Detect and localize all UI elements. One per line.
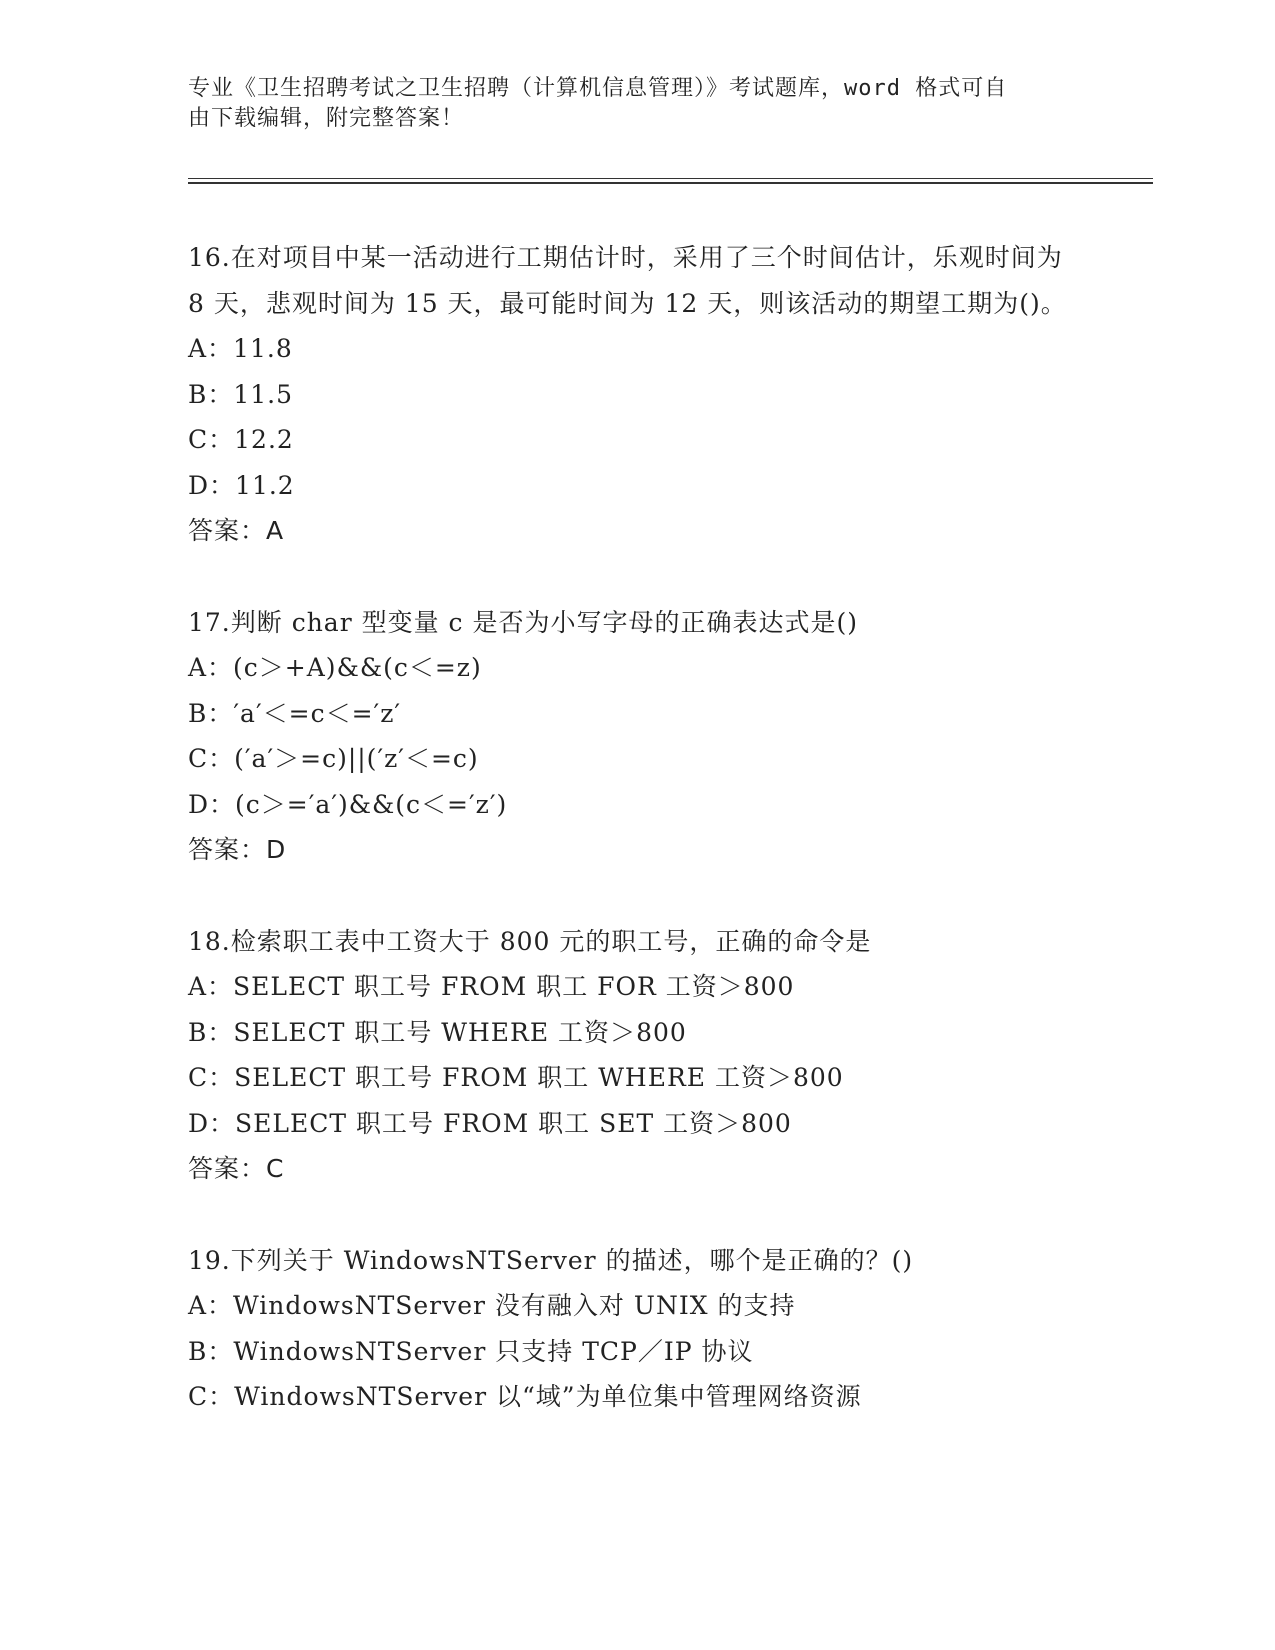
option-b: B：11.5 <box>188 379 294 409</box>
question-list <box>188 235 1088 1466</box>
option-a: A：(c＞+A)&&(c＜=z) <box>188 653 482 682</box>
option-b: B：SELECT 职工号 WHERE 工资＞800 <box>188 1017 687 1047</box>
option-a: A：SELECT 职工号 FROM 职工 FOR 工资＞800 <box>188 972 795 1001</box>
question-stem: 16.在对项目中某一活动进行工期估计时，采用了三个时间估计，乐观时间为 8 天，悲观时间为 15 天，最可能时间为 12 天，则该活动的期望工期为()。 <box>188 243 1067 318</box>
answer-text: 答案：D <box>188 835 287 864</box>
question-19 <box>188 1238 1088 1420</box>
option-c: C：(′a′＞=c)||(′z′＜=c) <box>188 744 479 773</box>
option-c: C：WindowsNTServer 以“域”为单位集中管理网络资源 <box>188 1382 862 1411</box>
question-stem: 17.判断 char 型变量 c 是否为小写字母的正确表达式是() <box>188 607 859 637</box>
answer-text: 答案：C <box>188 1154 285 1183</box>
option-b: B：WindowsNTServer 只支持 TCP／IP 协议 <box>188 1336 754 1366</box>
header-divider-thick <box>188 182 1153 184</box>
option-d: D：11.2 <box>188 470 295 500</box>
question-stem: 19.下列关于 WindowsNTServer 的描述，哪个是正确的？() <box>188 1245 914 1275</box>
option-d: D：SELECT 职工号 FROM 职工 SET 工资＞800 <box>188 1108 792 1138</box>
option-b: B：′a′＜=c＜=′z′ <box>188 698 402 728</box>
question-16 <box>188 235 1088 554</box>
option-d: D：(c＞=′a′)&&(c＜=′z′) <box>188 789 508 819</box>
option-c: C：SELECT 职工号 FROM 职工 WHERE 工资＞800 <box>188 1063 844 1092</box>
option-c: C：12.2 <box>188 425 294 454</box>
question-stem: 18.检索职工表中工资大于 800 元的职工号，正确的命令是 <box>188 926 872 956</box>
header-line-2: 由下载编辑，附完整答案！ <box>188 106 465 131</box>
header-divider-thin <box>188 178 1153 179</box>
option-a: A：11.8 <box>188 334 293 363</box>
answer-text: 答案：A <box>188 516 285 545</box>
question-17 <box>188 600 1088 873</box>
header-line-1: 专业《卫生招聘考试之卫生招聘（计算机信息管理）》考试题库，word 格式可自 <box>188 76 1008 101</box>
option-a: A：WindowsNTServer 没有融入对 UNIX 的支持 <box>188 1291 796 1320</box>
question-18 <box>188 919 1088 1192</box>
document-header <box>188 74 1068 134</box>
